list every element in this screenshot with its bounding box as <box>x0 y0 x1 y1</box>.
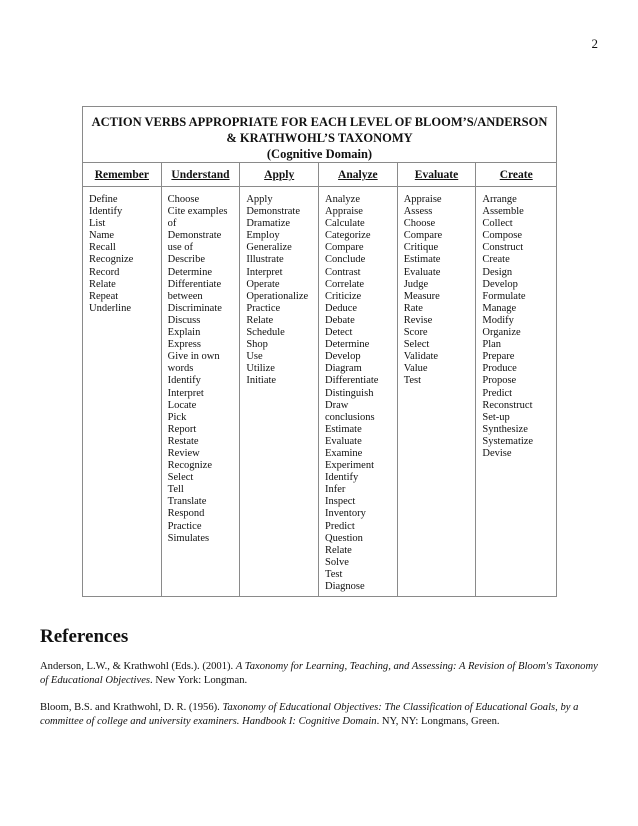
verb-item: Choose <box>167 194 200 205</box>
verb-item: Compose <box>482 230 523 242</box>
verb-item: Infer <box>325 484 346 496</box>
verb-item: Distinguish <box>325 387 374 399</box>
verb-item: Discriminate <box>167 302 222 314</box>
verb-item: Appraise <box>325 206 363 218</box>
verb-item: Initiate <box>246 375 277 387</box>
verb-item: Underline <box>89 302 131 314</box>
verb-item: Choose <box>403 218 436 230</box>
verb-item: Recognize <box>89 254 134 266</box>
verb-item: Employ <box>246 230 280 242</box>
reference-title: A Taxonomy for Learning, Teaching, and Assessing: A Revision of Bloom's Taxonomy of Educational Objectives <box>40 661 598 686</box>
verb-item: Score <box>403 327 428 339</box>
verb-item: Record <box>89 266 120 278</box>
verb-item: Devise <box>482 447 512 459</box>
verb-item: Create <box>482 254 510 266</box>
verb-item: Reconstruct <box>482 399 533 411</box>
verb-item: Demonstrate <box>246 206 300 218</box>
verb-item: Organize <box>482 327 521 339</box>
verb-item: Name <box>89 230 115 242</box>
verb-list-evaluate <box>398 187 476 388</box>
verb-item: Select <box>167 472 194 484</box>
verb-item: Analyze <box>325 194 360 205</box>
taxonomy-title <box>83 107 556 163</box>
verb-item: Critique <box>403 242 439 254</box>
taxonomy-title-line-2: & KRATHWOHL’S TAXONOMY <box>226 131 413 145</box>
verb-item: Modify <box>482 314 514 326</box>
verb-item: Predict <box>325 520 355 532</box>
verb-item: Contrast <box>325 266 361 278</box>
verb-item: Deduce <box>325 302 358 314</box>
taxonomy-title-line-1: ACTION VERBS APPROPRIATE FOR EACH LEVEL OF BLOOM’S/ANDERSON <box>91 115 548 129</box>
verb-item: Interpret <box>246 266 283 278</box>
verb-item: words <box>167 363 194 375</box>
verb-item: Predict <box>482 387 513 399</box>
column-header-understand: Understand <box>162 163 240 187</box>
verb-item: Examine <box>325 447 363 459</box>
verb-item: Identify <box>89 206 123 218</box>
verb-item: Define <box>89 194 118 205</box>
verb-item: Respond <box>167 508 205 520</box>
verb-item: Compare <box>403 230 443 242</box>
verb-item: Arrange <box>482 194 517 205</box>
verb-item: Illustrate <box>246 254 284 266</box>
verb-item: Detect <box>325 327 353 339</box>
reference-bloom <box>40 701 600 729</box>
verb-item: Construct <box>482 242 524 254</box>
verb-item: Produce <box>482 363 517 375</box>
verb-item: Interpret <box>167 387 204 399</box>
verb-item: Collect <box>482 218 513 230</box>
verb-item: Translate <box>167 496 207 508</box>
verb-item: Practice <box>246 302 281 314</box>
verb-item: Determine <box>167 266 212 278</box>
verb-item: Describe <box>167 254 205 266</box>
verb-item: Estimate <box>325 423 362 435</box>
verb-item: Generalize <box>246 242 292 254</box>
verb-list-analyze <box>319 187 397 593</box>
verb-item: Estimate <box>403 254 441 266</box>
verb-item: Differentiate <box>325 375 379 387</box>
verb-item: Test <box>325 568 343 580</box>
verb-item: Review <box>167 447 200 459</box>
reference-publisher: . New York: Longman. <box>150 675 248 686</box>
column-apply <box>240 163 319 596</box>
verb-item: Synthesize <box>482 423 528 435</box>
column-header-evaluate: Evaluate <box>398 163 476 187</box>
verb-item: Identify <box>325 472 359 484</box>
verb-item: Operationalize <box>246 290 309 302</box>
verb-item: Schedule <box>246 327 285 339</box>
verb-item: Test <box>403 375 422 387</box>
verb-item: Relate <box>325 544 352 556</box>
verb-item: Evaluate <box>403 266 441 278</box>
verb-item: Criticize <box>325 290 362 302</box>
verb-item: Restate <box>167 435 199 447</box>
verb-item: Express <box>167 339 201 351</box>
verb-item: Give in own <box>167 351 220 363</box>
verb-item: Evaluate <box>325 435 362 447</box>
verb-list-remember <box>83 187 161 315</box>
verb-item: Draw <box>325 399 349 411</box>
column-header-analyze: Analyze <box>319 163 397 187</box>
reference-authors: Bloom, B.S. and Krathwohl, D. R. (1956). <box>40 702 223 713</box>
verb-list-understand <box>162 187 240 545</box>
verb-item: Rate <box>403 302 423 314</box>
verb-item: use of <box>167 242 194 254</box>
verb-item: Set-up <box>482 411 510 423</box>
verb-item: Propose <box>482 375 517 387</box>
verb-item: Assess <box>403 206 433 218</box>
verb-item: Shop <box>246 339 268 351</box>
verb-item: conclusions <box>325 411 375 423</box>
column-create <box>476 163 556 596</box>
verb-item: List <box>89 218 106 230</box>
column-remember <box>83 163 162 596</box>
verb-item: Validate <box>403 351 439 363</box>
verb-list-create <box>476 187 556 460</box>
verb-item: Plan <box>482 339 502 351</box>
verb-item: Correlate <box>325 278 365 290</box>
verb-item: Conclude <box>325 254 366 266</box>
verb-item: Demonstrate <box>167 230 222 242</box>
verb-item: Pick <box>167 411 187 423</box>
verb-item: Develop <box>482 278 518 290</box>
verb-item: Use <box>246 351 263 363</box>
references-heading: References <box>40 626 129 647</box>
verb-item: Discuss <box>167 314 201 326</box>
verb-item: Dramatize <box>246 218 291 230</box>
reference-authors: Anderson, L.W., & Krathwohl (Eds.). (2001). <box>40 661 236 672</box>
verb-item: Systematize <box>482 435 534 447</box>
taxonomy-title-line-3: (Cognitive Domain) <box>266 147 373 161</box>
verb-list-apply <box>240 187 318 388</box>
verb-item: Simulates <box>167 532 210 544</box>
reference-title: Taxonomy of Educational Objectives: The Classification of Educational Goals, by a committee of college and university examiners. Handbook I: Cognitive Domain <box>40 702 579 727</box>
verb-item: Recognize <box>167 460 212 472</box>
verb-item: Judge <box>403 278 429 290</box>
page-number: 2 <box>591 36 598 51</box>
verb-item: Differentiate <box>167 278 222 290</box>
verb-item: Utilize <box>246 363 275 375</box>
column-evaluate <box>398 163 477 596</box>
verb-item: Explain <box>167 327 201 339</box>
verb-item: Compare <box>325 242 364 254</box>
verb-item: Apply <box>246 194 273 205</box>
verb-item: Solve <box>325 556 349 568</box>
verb-item: Question <box>325 532 363 544</box>
verb-item: Tell <box>167 484 184 496</box>
column-header-remember: Remember <box>83 163 161 187</box>
verb-item: Operate <box>246 278 280 290</box>
verb-item: Debate <box>325 314 355 326</box>
verb-item: Assemble <box>482 206 524 218</box>
verb-item: Prepare <box>482 351 515 363</box>
verb-item: Appraise <box>403 194 442 205</box>
taxonomy-columns <box>83 163 556 596</box>
verb-item: Manage <box>482 302 517 314</box>
column-header-apply: Apply <box>240 163 318 187</box>
verb-item: Relate <box>246 314 274 326</box>
verb-item: Revise <box>403 314 433 326</box>
verb-item: Experiment <box>325 460 374 472</box>
verb-item: Value <box>403 363 428 375</box>
verb-item: Inventory <box>325 508 366 520</box>
verb-item: of <box>167 218 177 230</box>
verb-item: between <box>167 290 203 302</box>
verb-item: Locate <box>167 399 197 411</box>
verb-item: Identify <box>167 375 201 387</box>
column-header-create: Create <box>476 163 556 187</box>
reference-anderson <box>40 660 600 688</box>
column-analyze <box>319 163 398 596</box>
verb-item: Cite examples <box>167 206 228 218</box>
verb-item: Determine <box>325 339 370 351</box>
verb-item: Diagram <box>325 363 362 375</box>
verb-item: Formulate <box>482 290 526 302</box>
verb-item: Inspect <box>325 496 356 508</box>
verb-item: Calculate <box>325 218 365 230</box>
verb-item: Measure <box>403 290 440 302</box>
verb-item: Select <box>403 339 430 351</box>
verb-item: Relate <box>89 278 116 290</box>
verb-item: Report <box>167 423 197 435</box>
verb-item: Diagnose <box>325 581 365 592</box>
verb-item: Develop <box>325 351 361 363</box>
verb-item: Practice <box>167 520 202 532</box>
verb-item: Categorize <box>325 230 371 242</box>
verb-item: Repeat <box>89 290 119 302</box>
column-understand <box>162 163 241 596</box>
verb-item: Recall <box>89 242 116 254</box>
reference-publisher: . NY, NY: Longmans, Green. <box>376 716 500 727</box>
verb-item: Design <box>482 266 513 278</box>
taxonomy-table <box>82 106 557 597</box>
